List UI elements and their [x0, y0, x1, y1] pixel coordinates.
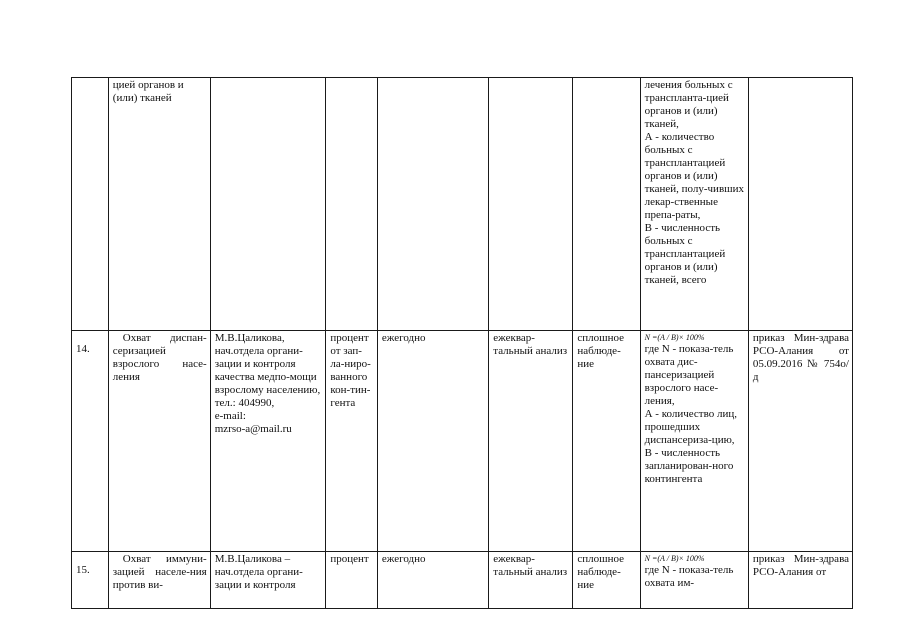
cell-basis: [748, 78, 852, 331]
table-row-14: [72, 331, 853, 552]
cell-unit: процент от зап-ла-ниро-ванного кон-тин-гента: [326, 331, 378, 552]
table-row-15: [72, 552, 853, 609]
cell-num: [72, 78, 109, 331]
cell-reporting: ежеквар-тальный анализ: [489, 331, 573, 552]
cell-method: лечения больных с транспланта-цией органов и (или) тканей, А - количество больных с трансплантацией органов и (или) тканей, полу-чивших лекар-ственные препа-раты, В - численность больных с трансплантацией органов и (или) тканей, всего: [640, 78, 748, 331]
cell-indicator: цией органов и (или) тканей: [108, 78, 210, 331]
cell-reporting: [489, 78, 573, 331]
cell-responsible: М.В.Цаликова, нач.отдела органи-зации и контроля качества медпо-мощи взрослому населению, тел.: 404990, e-mail: mzrso-a@mail.ru: [210, 331, 326, 552]
cell-indicator: Охват иммуни-зацией населе-ния против ви-: [108, 552, 210, 609]
cell-basis: приказ Мин-здрава РСО-Алания от: [748, 552, 852, 609]
cell-frequency: ежегодно: [377, 331, 488, 552]
cell-reporting: ежеквар-тальный анализ: [489, 552, 573, 609]
table-row-continued: [72, 78, 853, 331]
cell-responsible: М.В.Цаликова – нач.отдела органи-зации и контроля: [210, 552, 326, 609]
cell-method: N =(A / B)× 100% где N - показа-тель охвата им-: [640, 552, 748, 609]
cell-responsible: [210, 78, 326, 331]
cell-unit: [326, 78, 378, 331]
cell-observation: [573, 78, 640, 331]
cell-frequency: ежегодно: [377, 552, 488, 609]
indicators-table: [71, 77, 853, 609]
cell-num: 15.: [72, 552, 109, 609]
cell-basis: приказ Мин-здрава РСО-Алания от 05.09.2016 № 754о/д: [748, 331, 852, 552]
formula-text: N =(A / B)× 100%: [644, 333, 705, 342]
cell-method: N =(A / B)× 100% где N - показа-тель охвата дис-пансеризацией взрослого насе-ления, А - количество лиц, прошедших диспансериза-цию, В - численность запланирован-ного контингента: [640, 331, 748, 552]
cell-frequency: [377, 78, 488, 331]
cell-unit: процент: [326, 552, 378, 609]
cell-indicator: Охват диспан-серизацией взрослого насе-ления: [108, 331, 210, 552]
cell-observation: сплошное наблюде-ние: [573, 331, 640, 552]
cell-observation: сплошное наблюде-ние: [573, 552, 640, 609]
formula-text: N =(A / B)× 100%: [644, 554, 705, 563]
cell-num: 14.: [72, 331, 109, 552]
